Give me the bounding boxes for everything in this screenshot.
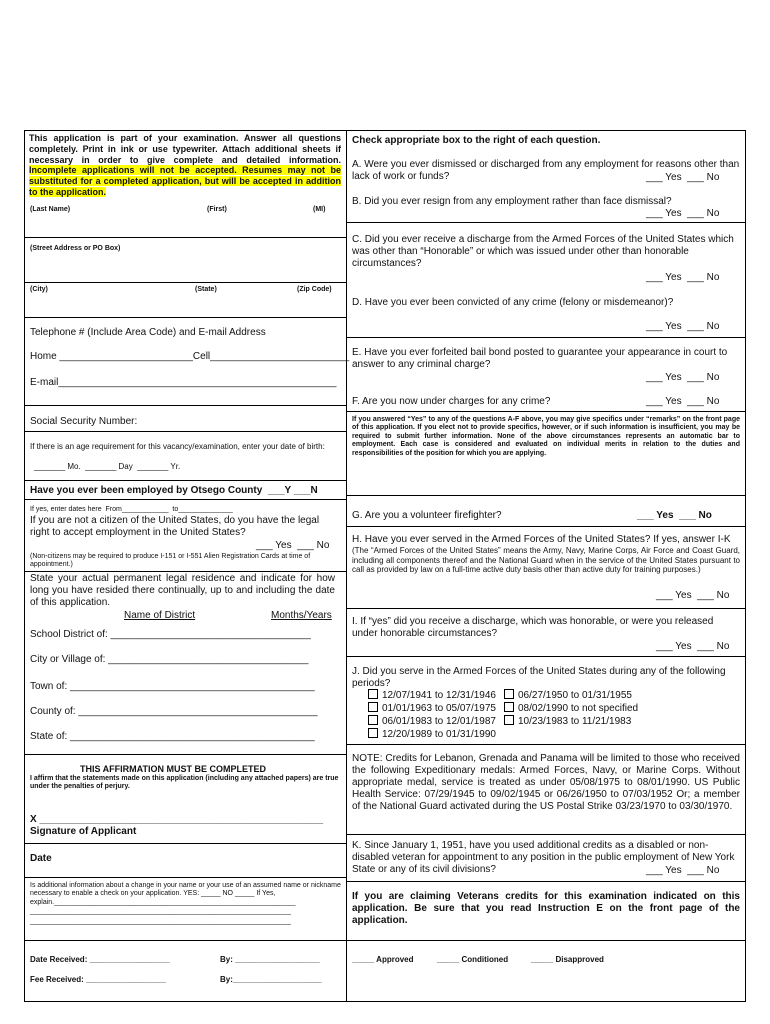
date-of-birth-field[interactable]: _______ Mo. _______ Day _______ Yr. (34, 462, 181, 471)
question-h-yes-no[interactable]: ___ Yes ___ No (656, 590, 730, 601)
approved-field[interactable]: _____ Approved (352, 955, 414, 964)
intro-highlight: Incomplete applications will not be accepted. Resumes may not be substituted for a completed application, but will be accepted in addition to the application. (29, 165, 341, 197)
intro-text: This application is part of your examination. Answer all questions completely. Print in ink or use typewriter. Attach additional sheets if necessary in order to give complete and detailed information. (29, 133, 341, 165)
divider (24, 877, 346, 878)
period-label: 08/02/1990 to not specified (518, 703, 639, 714)
checkbox-icon (504, 689, 514, 699)
city-label: (City) (30, 286, 48, 293)
explain-line[interactable]: ___________________________________________________________________ (30, 908, 291, 915)
divider (24, 480, 346, 481)
county-field[interactable]: County of: ___________________________________________ (30, 706, 318, 717)
street-label: (Street Address or PO Box) (30, 245, 121, 252)
name-change-question[interactable]: Is additional information about a change in your name or your use of an assumed name or nickname necessary to enable a check on your application. YES: _____ NO _____ If Yes, explain.______________________________________________________________ (30, 882, 341, 906)
period-label: 01/01/1963 to 05/07/1975 (382, 703, 496, 714)
veterans-claim-instructions: If you are claiming Veterans credits for this examination indicated on this application. Be sure that you read Instruction E on the front page of the application. (352, 891, 740, 926)
period-checkbox[interactable] (368, 728, 496, 741)
city-village-field[interactable]: City or Village of: ____________________________________ (30, 654, 309, 665)
by-field[interactable]: By: ___________________ (220, 955, 320, 964)
question-d-yes-no[interactable]: ___ Yes ___ No (646, 321, 720, 332)
question-h: H. Have you ever served in the Armed Forces of the United States? If yes, answer I-K (352, 534, 731, 545)
first-name-label: (First) (207, 206, 227, 213)
question-h-note: (The “Armed Forces of the United States” means the Army, Navy, Marine Corps, Air Force and Coast Guard, including all components thereof and the National Guard when in the service of the United States pursuant to call as provided by law on a full-time active duty basis other than active duty for training purposes.) (352, 546, 740, 575)
telephone-label: Telephone # (Include Area Code) and E-mail Address (30, 327, 266, 338)
zip-label: (Zip Code) (297, 286, 332, 293)
residence-instructions: State your actual permanent legal residence and indicate for how long you have resided there continually, up to and including the date of this application. (30, 573, 335, 608)
veteran-credits-note: NOTE: Credits for Lebanon, Grenada and Panama will be limited to those who received the following Expeditionary medals: Armed Forces, Navy, or Marine Corps. Without appropriate medal, service is treated as under 05/08/1975 to 08/01/1990. US Public Health Service: 07/29/1945 to 09/02/1945 or 06/26/1950 to 07/03/1952 Or; a member of the National Guard activated during the US Postal Strike 03/23/1970 to 03/30/1970. (352, 753, 740, 812)
divider (346, 222, 746, 223)
period-checkbox[interactable] (368, 715, 496, 728)
period-checkbox[interactable] (368, 702, 496, 715)
checkbox-icon (504, 702, 514, 712)
state-label: (State) (195, 286, 217, 293)
divider (24, 237, 346, 238)
question-c-yes-no[interactable]: ___ Yes ___ No (646, 272, 720, 283)
question-j: J. Did you serve in the Armed Forces of the United States during any of the following periods? (352, 666, 726, 689)
period-label: 12/20/1989 to 01/31/1990 (382, 729, 496, 740)
fee-received-field[interactable]: Fee Received: __________________ (30, 975, 167, 984)
a-f-note: If you answered “Yes” to any of the questions A-F above, you may give specifics under “remarks” on the front page of this application. If you elect not to provide specifics, however, or if such information is insufficient, you may be required to submit further information. None of the above circumstances represents an automatic bar to employment. Each case is considered and evaluated on individual merits in relation to the duties and responsibilities of the position for which you are applying. (352, 416, 740, 457)
divider (346, 526, 746, 527)
period-label: 06/27/1950 to 01/31/1955 (518, 690, 632, 701)
home-cell-field[interactable]: Home ________________________Cell_________________________ (30, 351, 350, 362)
period-checkbox[interactable] (504, 715, 631, 728)
question-a-yes-no[interactable]: ___ Yes ___ No (646, 172, 720, 183)
divider (24, 940, 746, 941)
mi-label: (MI) (313, 206, 326, 213)
divider (24, 431, 346, 432)
signature-line[interactable]: X ___________________________________________________ (30, 814, 324, 825)
affirmation-title: THIS AFFIRMATION MUST BE COMPLETED (80, 764, 266, 774)
date-label: Date (30, 853, 52, 864)
divider (24, 571, 346, 572)
divider (24, 754, 346, 755)
question-i: I. If “yes” did you receive a discharge, which was honorable, or were you released under honorable circumstances? (352, 616, 714, 639)
divider (346, 495, 746, 496)
divider (346, 411, 746, 412)
period-checkbox[interactable] (504, 702, 638, 715)
divider (24, 317, 346, 318)
divider (346, 656, 746, 657)
town-field[interactable]: Town of: ____________________________________________ (30, 681, 315, 692)
question-e-yes-no[interactable]: ___ Yes ___ No (646, 372, 720, 383)
question-c: C. Did you ever receive a discharge from the Armed Forces of the United States which was other than “Honorable” or which was issued under other than honorable circumstances? (352, 234, 734, 269)
explain-line[interactable]: ___________________________________________________________________ (30, 918, 291, 925)
conditioned-field[interactable]: _____ Conditioned (437, 955, 509, 964)
question-k: K. Since January 1, 1951, have you used additional credits as a disabled or non-disabled veteran for appointment to any position in the public employment of New York State or any of its civil divisions? (352, 840, 735, 875)
divider (346, 881, 746, 882)
checkbox-icon (368, 715, 378, 725)
period-checkbox[interactable] (368, 689, 496, 702)
citizen-yes-no[interactable]: ___ Yes ___ No (256, 540, 330, 551)
by-field[interactable]: By:____________________ (220, 975, 322, 984)
divider (346, 608, 746, 609)
divider (24, 499, 346, 500)
checkbox-icon (368, 728, 378, 738)
affirmation-text: I affirm that the statements made on this application (including any attached papers) are true under the penalties of perjury. (30, 775, 339, 791)
question-f-yes-no[interactable]: ___ Yes ___ No (646, 396, 720, 407)
state-of-field[interactable]: State of: ____________________________________________ (30, 731, 315, 742)
right-header: Check appropriate box to the right of each question. (352, 135, 601, 146)
citizen-question: If you are not a citizen of the United States, do you have the legal right to accept employment in the United States? (30, 515, 320, 538)
checkbox-icon (368, 689, 378, 699)
question-i-yes-no[interactable]: ___ Yes ___ No (656, 641, 730, 652)
checkbox-icon (368, 702, 378, 712)
otsego-employment-question[interactable]: Have you ever been employed by Otsego County ___Y ___N (30, 485, 318, 496)
signature-label: Signature of Applicant (30, 826, 137, 837)
question-f: F. Are you now under charges for any crime? (352, 396, 551, 407)
period-label: 06/01/1983 to 12/01/1987 (382, 716, 496, 727)
question-g-yes-no[interactable]: ___ Yes ___ No (637, 510, 712, 521)
age-requirement-label: If there is an age requirement for this vacancy/examination, enter your date of birth: (30, 442, 325, 451)
period-checkbox[interactable] (504, 689, 632, 702)
divider (346, 834, 746, 835)
question-d: D. Have you ever been convicted of any crime (felony or misdemeanor)? (352, 297, 674, 308)
email-field[interactable]: E-mail__________________________________________________ (30, 377, 337, 388)
question-g: G. Are you a volunteer firefighter? (352, 510, 502, 521)
question-k-yes-no[interactable]: ___ Yes ___ No (646, 865, 720, 876)
column-divider (346, 130, 347, 1002)
question-b-yes-no[interactable]: ___ Yes ___ No (646, 208, 720, 219)
divider (24, 282, 346, 283)
divider (346, 744, 746, 745)
disapproved-field[interactable]: _____ Disapproved (531, 955, 604, 964)
question-a: A. Were you ever dismissed or discharged from any employment for reasons other than lack of work or funds? (352, 159, 740, 182)
checkbox-icon (504, 715, 514, 725)
period-label: 12/07/1941 to 12/31/1946 (382, 690, 496, 701)
school-district-field[interactable]: School District of: ____________________________________ (30, 629, 311, 640)
question-b: B. Did you ever resign from any employment rather than face dismissal? (352, 196, 672, 207)
divider (24, 405, 346, 406)
divider (24, 843, 346, 844)
months-years-header: Months/Years (271, 610, 332, 621)
name-of-district-header: Name of District (124, 610, 196, 621)
employment-dates-field[interactable]: If yes, enter dates here From____________ to______________ (30, 506, 233, 513)
period-label: 10/23/1983 to 11/21/1983 (518, 716, 632, 727)
noncitizen-note: (Non-citizens may be required to produce I-151 or I-551 Alien Registration Cards at time of appointment.) (30, 553, 311, 569)
ssn-field[interactable]: Social Security Number: (30, 416, 138, 427)
date-received-field[interactable]: Date Received: __________________ (30, 955, 170, 964)
intro-instructions (29, 133, 341, 198)
divider (346, 337, 746, 338)
last-name-label: (Last Name) (30, 206, 71, 213)
question-e: E. Have you ever forfeited bail bond posted to guarantee your appearance in court to answer to any criminal charge? (352, 347, 728, 370)
